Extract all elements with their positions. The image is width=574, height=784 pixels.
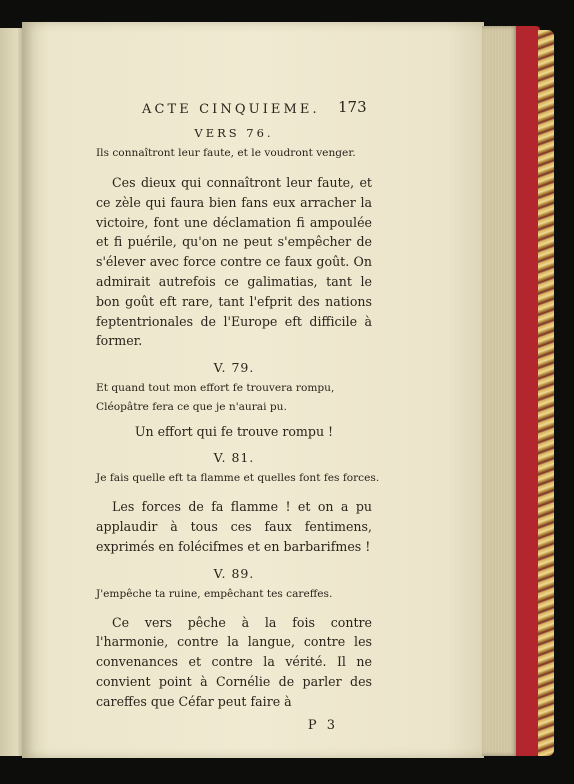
quoted-line: J'empêche ta ruine, empêchant tes careffes. <box>96 587 333 600</box>
verse-heading: VERS 76. <box>194 126 274 140</box>
verse-heading: V. 79. <box>213 360 255 376</box>
page-fore-edge <box>482 26 518 756</box>
quoted-line: Et quand tout mon effort fe trouvera rompu, <box>96 382 335 395</box>
book-cover-edge <box>516 26 540 756</box>
commentary-paragraph: Ces dieux qui connaîtront leur faute, et ce zèle qui faura bien fans eux arracher la victoire, font une déclamation fi ampoulée et fi puérile, qu'on ne peut s'empêcher de s'élever avec force contre ce faux goût. On admirait autrefois ce galimatias, tant le bon goût eft rare, tant l'efprit des nations feptentrionales de l'Europe eft difficile à former. <box>96 175 372 349</box>
page-number: 173 <box>338 98 367 116</box>
quoted-line: Cléopâtre fera ce que je n'aurai pu. <box>96 401 287 414</box>
commentary-paragraph: Ce vers pêche à la fois contre l'harmonie, contre la langue, contre les convenances et contre la vérité. Il ne convient point à Cornélie de parler des careffes que Céfar peut faire à <box>96 614 372 709</box>
commentary-paragraph: Les forces de fa flamme ! et on a pu applaudir à tous ces faux fentimens, exprimés en folécifmes et en barbarifmes ! <box>96 499 372 554</box>
gilt-edge <box>538 30 554 756</box>
facing-page-edge <box>0 28 24 756</box>
running-header <box>96 94 372 122</box>
running-title: ACTE CINQUIEME. <box>142 102 320 117</box>
quoted-line: Ils connaîtront leur faute, et le voudront venger. <box>96 147 356 159</box>
signature-mark: P 3 <box>307 717 338 733</box>
verse-heading: V. 89. <box>213 565 255 581</box>
quoted-line: Je fais quelle eft ta flamme et quelles font fes forces. <box>96 472 380 485</box>
page-text <box>96 94 380 733</box>
verse-heading: V. 81. <box>213 450 255 466</box>
commentary-line: Un effort qui fe trouve rompu ! <box>134 424 334 440</box>
